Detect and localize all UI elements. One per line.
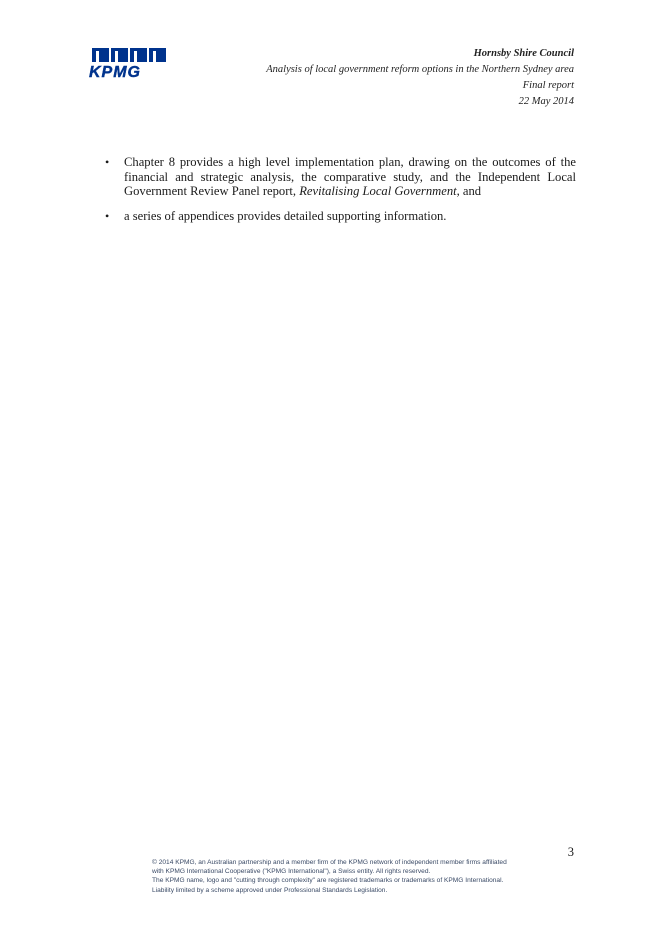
footer-disclaimer — [152, 858, 532, 895]
report-status: Final report — [522, 80, 574, 91]
svg-text:KPMG: KPMG — [89, 64, 141, 78]
footer-line-4: Liability limited by a scheme approved under Professional Standards Legislation. — [152, 886, 388, 894]
document-header — [266, 46, 574, 110]
footer-line-1: © 2014 KPMG, an Australian partnership and a member firm of the KPMG network of independent member firms affiliated — [152, 859, 507, 866]
bullet-1-text: Chapter 8 provides a high level implementation plan, drawing on the outcomes of the financial and strategic analysis, the comparative study, and the Independent Local Government Review Panel report, — [124, 155, 576, 199]
footer-line-2: with KPMG International Cooperative ("KPMG International"), a Swiss entity. All rights reserved. — [152, 868, 431, 876]
bullet-2-text: a series of appendices provides detailed supporting information. — [124, 208, 447, 223]
report-date: 22 May 2014 — [518, 96, 574, 107]
footer-line-3: The KPMG name, logo and "cutting through complexity" are registered trademarks or trademarks of KPMG International. — [152, 877, 504, 885]
bullet-icon: • — [105, 155, 110, 169]
report-title: Analysis of local government reform options in the Northern Sydney area — [266, 64, 574, 75]
page-number: 3 — [567, 845, 574, 859]
organisation-name: Hornsby Shire Council — [473, 48, 574, 59]
bullet-1-text-end: and — [459, 184, 482, 199]
bullet-1-italic-title: Revitalising Local Government, — [299, 184, 460, 199]
bullet-item-appendices — [104, 209, 576, 224]
kpmg-logo-graphic — [88, 48, 172, 78]
bullet-icon: • — [105, 208, 110, 223]
bullet-item-chapter-8 — [104, 155, 576, 199]
body-content — [104, 155, 576, 233]
kpmg-logo — [88, 48, 172, 78]
